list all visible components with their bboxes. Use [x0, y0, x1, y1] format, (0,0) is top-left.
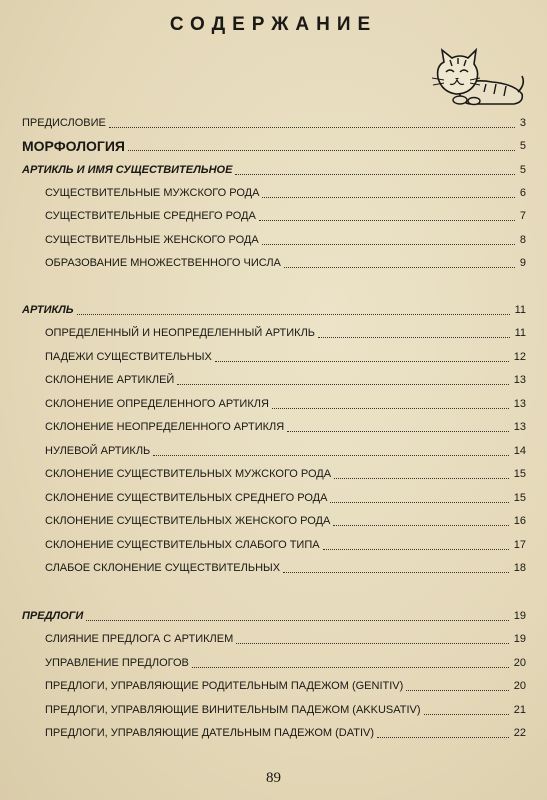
toc-entry-page: 15 — [513, 468, 526, 480]
toc-entry-label: СКЛОНЕНИЕ СУЩЕСТВИТЕЛЬНЫХ СЛАБОГО ТИПА — [45, 539, 320, 551]
toc-entry-label: АРТИКЛЬ И ИМЯ СУЩЕСТВИТЕЛЬНОЕ — [22, 164, 233, 176]
toc-leader-dots — [128, 150, 515, 151]
toc-entry-label: СЛИЯНИЕ ПРЕДЛОГА С АРТИКЛЕМ — [45, 633, 234, 645]
toc-leader-dots — [262, 244, 515, 245]
toc-entry-page: 5 — [519, 140, 526, 152]
toc-leader-dots — [318, 337, 510, 338]
toc-entry — [0, 349, 547, 365]
toc-entry-label: СКЛОНЕНИЕ ОПРЕДЕЛЕННОГО АРТИКЛЯ — [45, 398, 269, 410]
toc-entry-page: 14 — [513, 445, 526, 457]
toc-entry-label: УПРАВЛЕНИЕ ПРЕДЛОГОВ — [45, 657, 189, 669]
toc-entry — [0, 725, 547, 741]
toc-entry-page: 13 — [513, 374, 526, 386]
toc-leader-dots — [287, 431, 509, 432]
toc-entry-label: СКЛОНЕНИЕ СУЩЕСТВИТЕЛЬНЫХ СРЕДНЕГО РОДА — [45, 492, 328, 504]
toc-leader-dots — [333, 525, 509, 526]
toc-entry — [0, 325, 547, 341]
toc-entry-page: 7 — [519, 210, 526, 222]
cat-illustration-icon — [430, 48, 526, 106]
toc-entry-page: 19 — [513, 610, 526, 622]
toc-leader-dots — [86, 620, 509, 621]
toc-leader-dots — [424, 714, 509, 715]
toc-leader-dots — [406, 690, 509, 691]
toc-entry-page: 17 — [513, 539, 526, 551]
toc-leader-dots — [334, 478, 509, 479]
toc-leader-dots — [377, 737, 509, 738]
toc-entry-label: СУЩЕСТВИТЕЛЬНЫЕ СРЕДНЕГО РОДА — [45, 210, 256, 222]
toc-entry — [0, 372, 547, 388]
page-number: 89 — [266, 770, 281, 786]
toc-entry-label: СКЛОНЕНИЕ СУЩЕСТВИТЕЛЬНЫХ ЖЕНСКОГО РОДА — [45, 515, 331, 527]
toc-entry-label: ПРЕДЛОГИ, УПРАВЛЯЮЩИЕ ДАТЕЛЬНЫМ ПАДЕЖОМ (DATIV) — [45, 727, 375, 739]
toc-entry-label: СКЛОНЕНИЕ НЕОПРЕДЕЛЕННОГО АРТИКЛЯ — [45, 421, 285, 433]
toc-entry — [0, 490, 547, 506]
toc-entry-label: ОБРАЗОВАНИЕ МНОЖЕСТВЕННОГО ЧИСЛА — [45, 257, 281, 269]
toc-entry — [0, 208, 547, 224]
toc-entry — [0, 702, 547, 718]
toc-leader-dots — [283, 572, 509, 573]
toc-entry — [0, 302, 547, 318]
toc-entry — [0, 466, 547, 482]
toc-entry — [0, 162, 547, 178]
toc-leader-dots — [215, 361, 509, 362]
toc-entry-page: 22 — [513, 727, 526, 739]
toc-leader-dots — [153, 455, 509, 456]
toc-leader-dots — [272, 408, 509, 409]
toc-entry-label: ПРЕДЛОГИ — [22, 610, 84, 622]
toc-entry-page: 19 — [513, 633, 526, 645]
toc-entry-label: ПРЕДИСЛОВИЕ — [22, 117, 106, 129]
page-title: СОДЕРЖАНИЕ — [169, 14, 378, 35]
toc-entry-page: 21 — [513, 704, 526, 716]
toc-entry — [0, 655, 547, 671]
toc-entry — [0, 419, 547, 435]
toc-leader-dots — [77, 314, 510, 315]
toc-entry-page: 20 — [513, 657, 526, 669]
toc-entry-label: НУЛЕВОЙ АРТИКЛЬ — [45, 445, 151, 457]
toc-entry-page: 16 — [513, 515, 526, 527]
toc-entry — [0, 232, 547, 248]
toc-entry-page: 12 — [513, 351, 526, 363]
toc-entry-page: 3 — [519, 117, 526, 129]
toc-entry — [0, 608, 547, 624]
toc-entry-label: ОПРЕДЕЛЕННЫЙ И НЕОПРЕДЕЛЕННЫЙ АРТИКЛЬ — [45, 327, 316, 339]
toc-entry-label: МОРФОЛОГИЯ — [22, 138, 125, 154]
toc-entry — [0, 560, 547, 576]
toc-entry-page: 6 — [519, 187, 526, 199]
toc-entry-page: 13 — [513, 398, 526, 410]
toc-entry — [0, 185, 547, 201]
toc-entry-page: 15 — [513, 492, 526, 504]
toc-leader-dots — [330, 502, 509, 503]
toc-entry — [0, 138, 547, 154]
toc-entry — [0, 255, 547, 271]
toc-entry-page: 8 — [519, 234, 526, 246]
toc-entry-label: ПРЕДЛОГИ, УПРАВЛЯЮЩИЕ ВИНИТЕЛЬНЫМ ПАДЕЖОМ (AKKUSATIV) — [45, 704, 421, 716]
toc-entry-page: 5 — [519, 164, 526, 176]
toc-entry-label: ПРЕДЛОГИ, УПРАВЛЯЮЩИЕ РОДИТЕЛЬНЫМ ПАДЕЖОМ (GENITIV) — [45, 680, 404, 692]
toc-entry-label: СКЛОНЕНИЕ СУЩЕСТВИТЕЛЬНЫХ МУЖСКОГО РОДА — [45, 468, 332, 480]
toc-entry-label: ПАДЕЖИ СУЩЕСТВИТЕЛЬНЫХ — [45, 351, 212, 363]
toc-entry-label: СКЛОНЕНИЕ АРТИКЛЕЙ — [45, 374, 175, 386]
toc-entry-page: 11 — [514, 304, 526, 316]
toc-entry-page: 13 — [513, 421, 526, 433]
toc-entry-page: 20 — [513, 680, 526, 692]
toc-leader-dots — [323, 549, 509, 550]
toc-leader-dots — [109, 127, 515, 128]
toc-leader-dots — [192, 667, 509, 668]
toc-leader-dots — [259, 220, 515, 221]
toc-entry — [0, 513, 547, 529]
toc-entry — [0, 678, 547, 694]
toc-entry-label: СУЩЕСТВИТЕЛЬНЫЕ ЖЕНСКОГО РОДА — [45, 234, 259, 246]
toc-entry-label: АРТИКЛЬ — [22, 304, 74, 316]
toc-entry — [0, 115, 547, 131]
toc-entry-label: СЛАБОЕ СКЛОНЕНИЕ СУЩЕСТВИТЕЛЬНЫХ — [45, 562, 281, 574]
toc-entry — [0, 396, 547, 412]
toc-entry-page: 9 — [519, 257, 526, 269]
toc-leader-dots — [235, 174, 515, 175]
toc-entry — [0, 537, 547, 553]
toc-entry-label: СУЩЕСТВИТЕЛЬНЫЕ МУЖСКОГО РОДА — [45, 187, 260, 199]
toc-entry — [0, 631, 547, 647]
toc-leader-dots — [284, 267, 515, 268]
toc-leader-dots — [236, 643, 509, 644]
toc-entry — [0, 443, 547, 459]
toc-entry-page: 18 — [513, 562, 526, 574]
toc-entry-page: 11 — [514, 327, 526, 339]
toc-leader-dots — [177, 384, 509, 385]
toc-leader-dots — [262, 197, 515, 198]
